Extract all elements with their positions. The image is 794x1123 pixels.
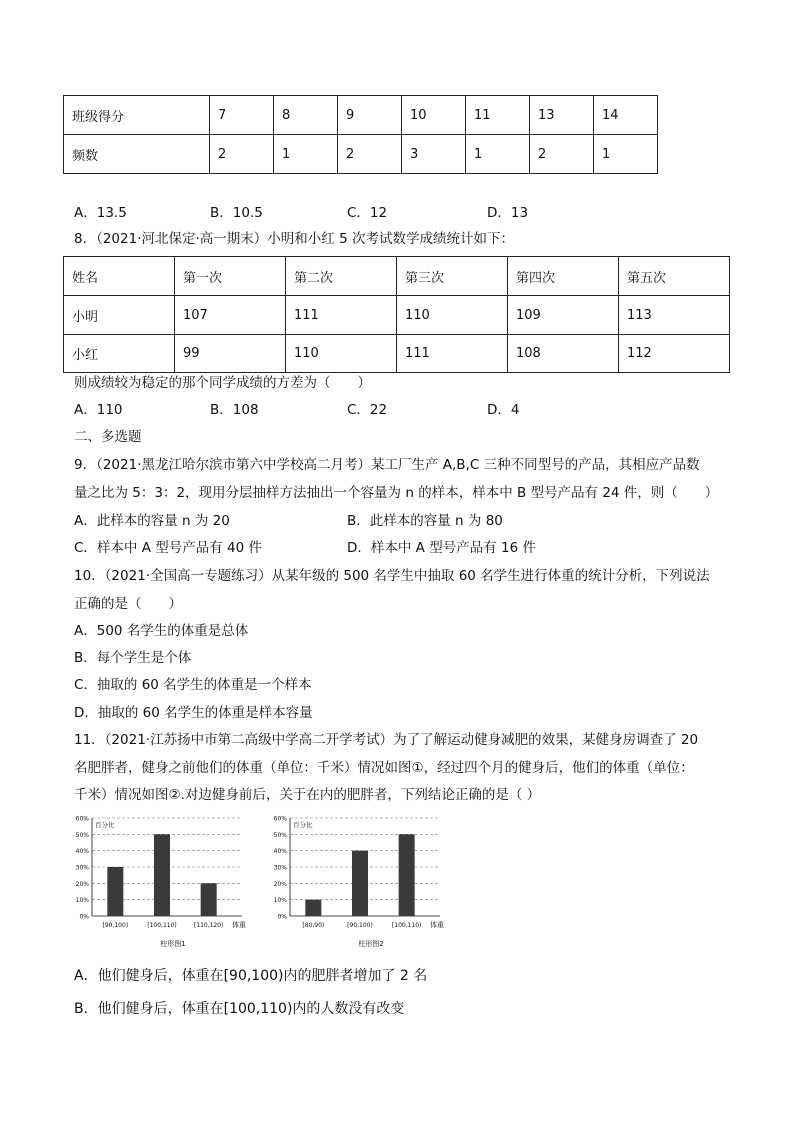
y-tick-label: 30% xyxy=(75,864,89,872)
q8-option-d: D．4 xyxy=(487,402,520,418)
q10-option-a: A．500 名学生的体重是总体 xyxy=(74,623,249,639)
table-row xyxy=(64,96,658,135)
x-axis-label: 体重 xyxy=(430,921,444,929)
table-cell: 99 xyxy=(175,335,286,373)
y-tick-label: 50% xyxy=(273,831,287,839)
q10-line-1: 10．（2021·全国高一专题练习）从某年级的 500 名学生中抽取 60 名学生进行体重的统计分析，下列说法 xyxy=(74,568,710,584)
q9-option-a: A．此样本的容量 n 为 20 xyxy=(74,513,230,529)
y-tick-label: 40% xyxy=(75,848,89,856)
y-tick-label: 0% xyxy=(79,913,89,921)
table-row xyxy=(64,296,730,335)
table-cell: 111 xyxy=(286,296,397,335)
q7-option-c: C．12 xyxy=(347,205,388,221)
table-cell: 9 xyxy=(338,96,402,135)
table-header-cell: 第四次 xyxy=(508,257,619,296)
q7-option-b: B．10.5 xyxy=(210,205,263,221)
y-tick-label: 40% xyxy=(273,848,287,856)
table-cell: 频数 xyxy=(64,135,210,174)
table-row xyxy=(64,335,730,373)
y-axis-label: 百分比 xyxy=(95,821,115,829)
q11-option-b: B．他们健身后，体重在[100,110)内的人数没有改变 xyxy=(74,1001,405,1017)
bar-chart-2 xyxy=(262,812,462,954)
chart-caption: 柱形图1 xyxy=(160,940,186,948)
table-cell: 112 xyxy=(619,335,730,373)
exam-scores-table xyxy=(63,256,730,373)
q8-option-a: A．110 xyxy=(74,402,123,418)
q9-option-c: C．样本中 A 型号产品有 40 件 xyxy=(74,540,263,556)
y-tick-label: 50% xyxy=(75,831,89,839)
q10-option-b: B．每个学生是个体 xyxy=(74,650,192,666)
table-header-row xyxy=(64,257,730,296)
table-cell: 13 xyxy=(530,96,594,135)
q10-option-c: C．抽取的 60 名学生的体重是一个样本 xyxy=(74,677,312,693)
x-tick-label: [100,110) xyxy=(391,922,422,929)
x-tick-label: [90,100) xyxy=(347,922,373,929)
table-row xyxy=(64,135,658,174)
q7-option-a: A．13.5 xyxy=(74,205,127,221)
table-cell: 109 xyxy=(508,296,619,335)
q11-line-1: 11．（2021·江苏扬中市第二高级中学高二开学考试）为了了解运动健身减肥的效果，某健身房调查了 20 xyxy=(74,732,699,748)
y-tick-label: 20% xyxy=(75,880,89,888)
y-axis-label: 百分比 xyxy=(293,821,313,829)
table-header-cell: 第一次 xyxy=(175,257,286,296)
table-cell: 小明 xyxy=(64,296,175,335)
q8-question: 则成绩较为稳定的那个同学成绩的方差为（ ） xyxy=(74,375,371,391)
table-cell: 10 xyxy=(402,96,466,135)
table-header-cell: 第二次 xyxy=(286,257,397,296)
table-cell: 111 xyxy=(397,335,508,373)
chart-caption: 柱形图2 xyxy=(358,940,384,948)
bar xyxy=(201,883,217,916)
table-cell: 班级得分 xyxy=(64,96,210,135)
bar xyxy=(399,834,415,916)
q11-option-a: A．他们健身后，体重在[90,100)内的肥胖者增加了 2 名 xyxy=(74,968,428,984)
table-cell: 1 xyxy=(274,135,338,174)
score-frequency-table xyxy=(63,95,658,174)
table-cell: 110 xyxy=(286,335,397,373)
q10-option-d: D．抽取的 60 名学生的体重是样本容量 xyxy=(74,705,313,721)
bar xyxy=(305,900,321,916)
x-axis-label: 体重 xyxy=(232,921,246,929)
y-tick-label: 60% xyxy=(75,815,89,823)
table-cell: 108 xyxy=(508,335,619,373)
q7-option-d: D．13 xyxy=(487,205,529,221)
table-cell: 小红 xyxy=(64,335,175,373)
q9-line-1: 9．（2021·黑龙江哈尔滨市第六中学校高二月考）某工厂生产 A,B,C 三种不同型号的产品，其相应产品数 xyxy=(74,457,700,473)
x-tick-label: [100,110) xyxy=(147,922,177,929)
table-cell: 14 xyxy=(594,96,658,135)
y-tick-label: 10% xyxy=(75,897,89,905)
table-header-cell: 姓名 xyxy=(64,257,175,296)
bar-chart-1 xyxy=(64,812,264,954)
x-tick-label: [90,100) xyxy=(102,922,129,929)
table-cell: 3 xyxy=(402,135,466,174)
table-cell: 1 xyxy=(594,135,658,174)
y-tick-label: 30% xyxy=(273,864,287,872)
bar xyxy=(107,867,123,916)
q9-line-2: 量之比为 5：3：2，现用分层抽样方法抽出一个容量为 n 的样本，样本中 B 型号产品有 24 件，则（ ） xyxy=(74,485,719,501)
table-cell: 2 xyxy=(338,135,402,174)
table-header-cell: 第五次 xyxy=(619,257,730,296)
q10-line-2: 正确的是（ ） xyxy=(74,596,182,612)
q11-line-2: 名肥胖者，健身之前他们的体重（单位：千米）情况如图①，经过四个月的健身后，他们的体重（单位： xyxy=(74,760,694,776)
y-tick-label: 20% xyxy=(273,880,287,888)
table-cell: 11 xyxy=(466,96,530,135)
q8-option-c: C．22 xyxy=(347,402,388,418)
table-cell: 8 xyxy=(274,96,338,135)
table-cell: 2 xyxy=(210,135,274,174)
y-tick-label: 60% xyxy=(273,815,287,823)
y-tick-label: 0% xyxy=(277,913,287,921)
x-tick-label: [110,120) xyxy=(193,922,224,929)
section-heading: 二、多选题 xyxy=(74,429,142,445)
q9-option-d: D．样本中 A 型号产品有 16 件 xyxy=(347,540,536,556)
q11-line-3: 千米）情况如图②.对边健身前后，关于在内的肥胖者，下列结论正确的是（ ） xyxy=(74,787,541,803)
table-header-cell: 第三次 xyxy=(397,257,508,296)
table-cell: 2 xyxy=(530,135,594,174)
table-cell: 113 xyxy=(619,296,730,335)
q8-stem: 8．（2021·河北保定·高一期末）小明和小红 5 次考试数学成绩统计如下： xyxy=(74,231,514,247)
table-cell: 110 xyxy=(397,296,508,335)
x-tick-label: [80,90) xyxy=(302,922,325,929)
bar xyxy=(154,834,170,916)
table-cell: 107 xyxy=(175,296,286,335)
bar xyxy=(352,851,368,916)
q9-option-b: B．此样本的容量 n 为 80 xyxy=(347,513,503,529)
y-tick-label: 10% xyxy=(273,897,287,905)
q8-option-b: B．108 xyxy=(210,402,259,418)
table-cell: 7 xyxy=(210,96,274,135)
table-cell: 1 xyxy=(466,135,530,174)
